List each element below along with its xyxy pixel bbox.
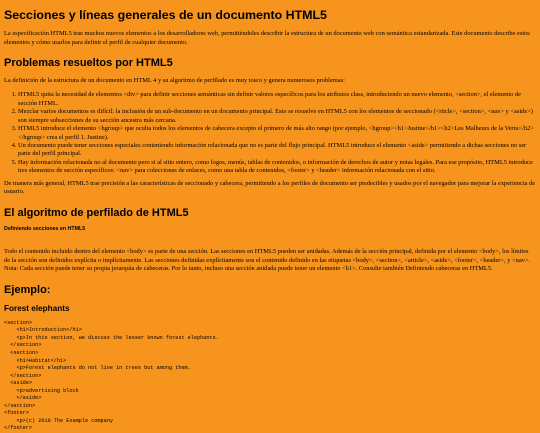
document-page (0, 7, 540, 433)
list-item: 2. Mezclar varios documentos es difícil: la inclusión de un sub-documento en un documento principal. Esto se resuelve en HTML5 con los elementos de seccionado (<rticle>, <section>, <nav> y <aside>) son siempre subsecciones de su sección ancestra más cercana. (18, 108, 536, 125)
algorithm-subheading: Definiendo secciones en HTML5 (4, 226, 86, 233)
algorithm-body: Todo el contenido incluido dentro del elemento <body> es parte de una sección. Las secciones en HTML5 pueden ser anidadas. Además de la sección principal, definida por el elemento <body>, los límites de la sección son definidos explícita o implícitamente. Las secciones definidas explícitamente son el contenido definido en las etiquetas <body>, <section>, <article>, <aside>, <footer>, <header>, y <nav>. Nota: Cada sección puede tener su propia jerarquía de cabeceras. Por lo tanto, incluso una sección anidada puede tener un elemento <h1>. Consulte también Definiendo cabeceras en HTML5. (4, 248, 531, 273)
algorithm-heading: El algoritmo de perfilado de HTML5 (4, 206, 189, 219)
list-item: 4. Un documento puede tener secciones especiales conteniendo información relacionada que no es parte del flujo principal. HTML5 introduce el elemento <aside> permitiendo a dichas secciones no ser parte del perfil principal. (18, 142, 536, 159)
problems-closing: De manera más general, HTML5 trae precisión a las características de seccionado y cabecera, permitiendo a los perfiles de documento ser predecibles y usados por el navegador para mejorar la experiencia de usuario. (4, 179, 536, 196)
problems-lead: La definición de la estructura de un documento en HTML 4 y su algoritmo de perfilado es muy tosco y genera numerosos problemas: (4, 76, 345, 84)
problems-list (4, 91, 536, 176)
page-title: Secciones y líneas generales de un documento HTML5 (4, 8, 327, 22)
example-heading: Ejemplo: (4, 283, 51, 296)
code-example: <section> <h1>Introduction</h1> <p>In this section, we discuss the lesser known forest elephants. </section> <section> <h1>Habitat</h1> <p>Forest elephants do not live in trees but among them. </section> <aside> <p>advertising block </aside> </section> <footer> <p>(c) 2010 The Example company </footer> (4, 319, 219, 432)
list-item: 3. HTML5 introduce el elemento <hgroup> que oculta todos los elementos de cabecera excepto el primero de más alto rango (por ejemplo, <hgroup><h1>Justine</h1><h2>Les Malheurs de la Vertu</h2></hgroup> crea el perfil 1. Justine). (18, 125, 536, 142)
list-item: 5. Hay información relacionada no al documento pero si al sitio entero, como logos, menús, tablas de contenidos, o información de derechos de autor y notas legales. Para ese propósito, HTML5 introduce tres elementos de sección específicos: <nav> para colecciones de enlaces, como una tabla de contenidos, <footer> y <header> información relacionada con el sitio. (18, 159, 536, 176)
example-subheading: Forest elephants (4, 304, 70, 314)
list-item: 1. HTML5 quita la necesidad de elementos <div> para definir secciones semánticas sin definir valores específicos para los atributos class, introduciendo un nuevo elemento, <section>, el elemento de sección HTML. (18, 91, 536, 108)
intro-paragraph: La especificación HTML5 trae muchos nuevos elementos a los desarrolladores web, permitiéndoles describir la estructura de un documento web con semántica estandarizada. Este documento describe estos elementos y cómo usarlos para definir el perfil de cualquier documento. (4, 30, 530, 46)
problems-heading: Problemas resueltos por HTML5 (4, 57, 173, 70)
